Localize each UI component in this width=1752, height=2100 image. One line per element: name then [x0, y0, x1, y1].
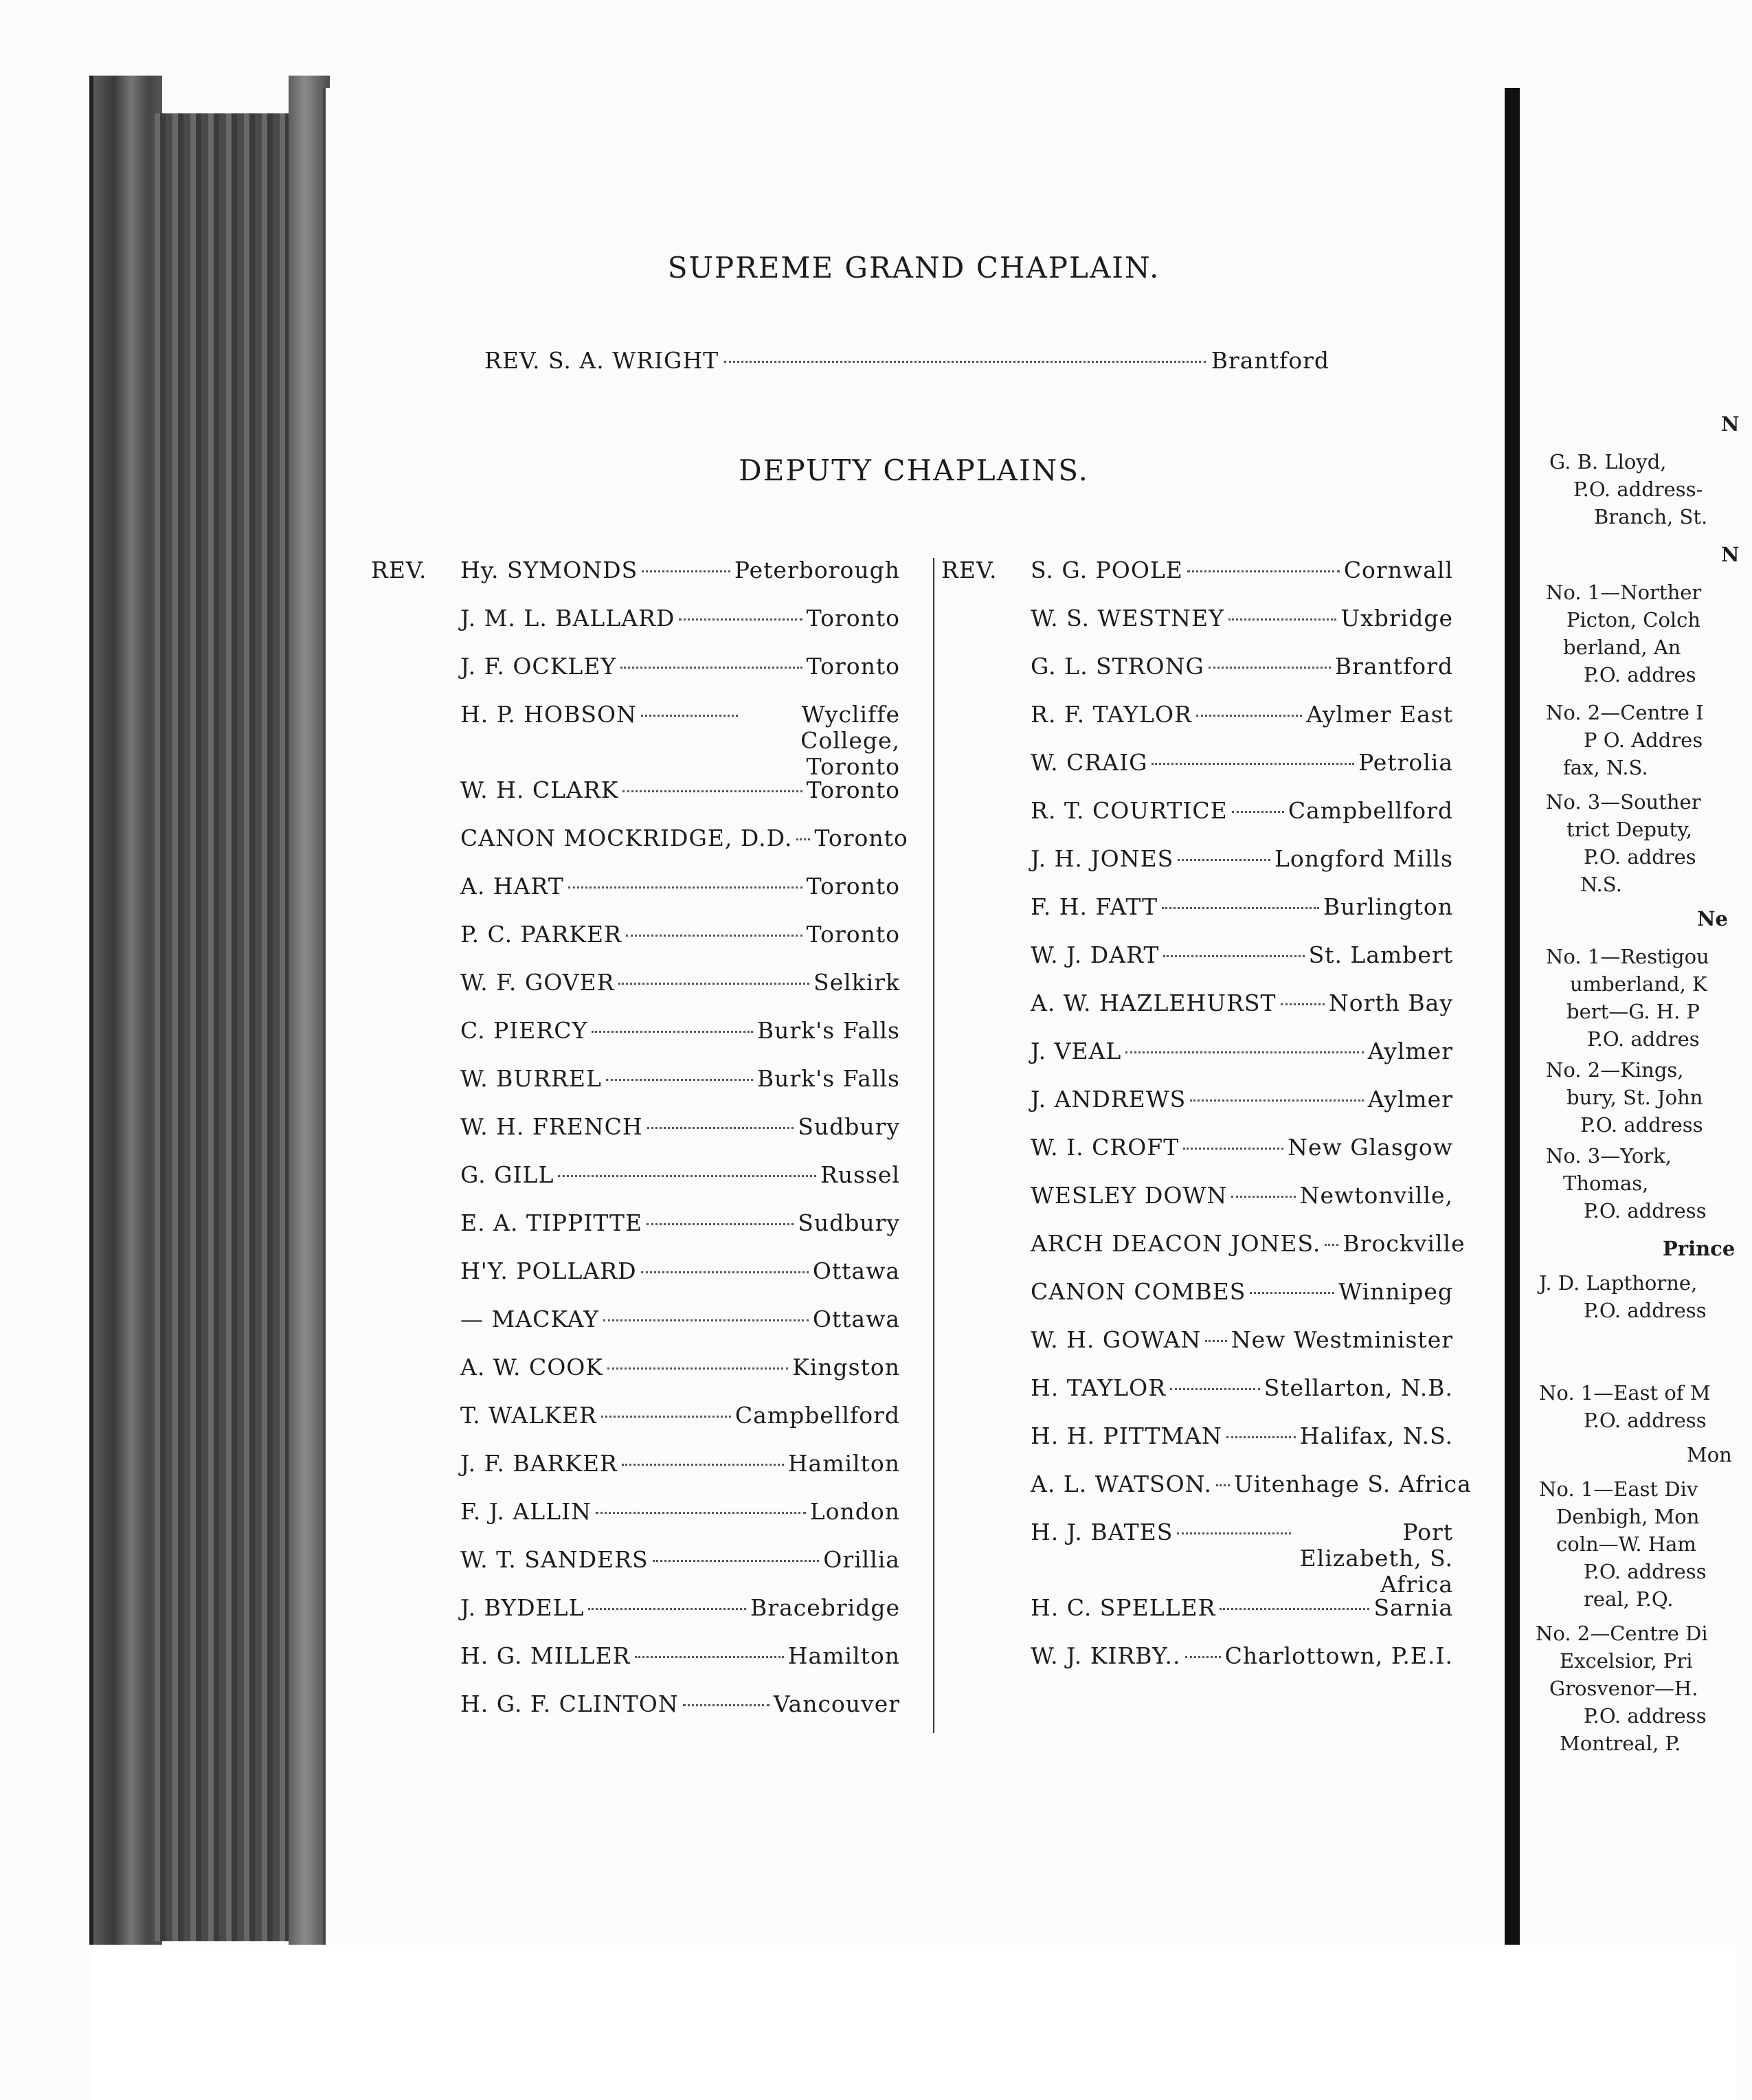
chaplain-entry	[941, 557, 1453, 605]
dot-leader	[606, 1079, 753, 1081]
chaplain-name: ARCH DEACON JONES.	[1031, 1230, 1321, 1257]
dot-leader	[1177, 1532, 1291, 1534]
chaplain-name: S. G. POOLE	[1031, 557, 1183, 583]
chaplain-place: North Bay	[1328, 990, 1453, 1016]
chaplain-place: Campbellford	[1288, 797, 1453, 824]
chaplain-name: CANON COMBES	[1031, 1278, 1246, 1305]
supreme-heading: SUPREME GRAND CHAPLAIN.	[667, 251, 1160, 284]
chaplain-entry	[371, 1402, 900, 1450]
chaplain-name: H. C. SPELLER	[1031, 1594, 1216, 1621]
right-page-line: coln—W. Ham	[1556, 1532, 1696, 1556]
chaplain-place: Ottawa	[812, 1258, 900, 1284]
right-page-line: P.O. address-	[1573, 478, 1703, 501]
right-page-line: N.S.	[1580, 873, 1622, 896]
chaplain-entry	[371, 1113, 900, 1161]
dot-leader	[622, 790, 802, 792]
chaplain-entry	[941, 1594, 1453, 1642]
chaplain-place: Orillia	[823, 1546, 900, 1573]
chaplain-entry	[941, 1471, 1472, 1519]
right-page-line: Mon	[1687, 1443, 1732, 1466]
chaplain-name: G. L. STRONG	[1031, 653, 1204, 680]
entry-prefix: REV.	[371, 557, 427, 583]
chaplain-entry	[941, 1642, 1453, 1690]
chaplain-place: Burlington	[1323, 893, 1453, 920]
right-page-line: real, P.Q.	[1584, 1587, 1674, 1611]
right-page-line: No. 3—Souther	[1546, 790, 1701, 814]
chaplain-entry	[371, 1498, 900, 1546]
chaplain-place: Bracebridge	[750, 1594, 900, 1621]
dot-leader	[1232, 811, 1284, 813]
right-page-line: Grosvenor—H.	[1549, 1677, 1698, 1700]
chaplain-entry	[941, 797, 1453, 845]
chaplain-entry	[941, 1086, 1453, 1134]
chaplain-name: J. M. L. BALLARD	[460, 605, 675, 632]
right-page-line: P.O. address	[1584, 1299, 1707, 1322]
chaplain-name: CANON MOCKRIDGE, D.D.	[460, 825, 793, 851]
chaplain-name: H. G. MILLER	[460, 1642, 631, 1669]
chaplain-name: W. H. FRENCH	[460, 1113, 643, 1140]
dot-leader	[642, 570, 730, 572]
chaplain-place: Burk's Falls	[756, 1065, 900, 1092]
right-page-line: berland, An	[1563, 636, 1681, 659]
right-page-line: Thomas,	[1563, 1172, 1649, 1195]
right-page-line: Denbigh, Mon	[1556, 1505, 1700, 1528]
chaplain-place: Petrolia	[1358, 749, 1453, 776]
chaplain-entry	[371, 557, 900, 605]
deputy-list-left	[371, 557, 908, 1739]
chaplain-entry	[371, 1450, 900, 1498]
right-page-line: P.O. addres	[1584, 845, 1696, 869]
chaplain-place: Charlottown, P.E.I.	[1224, 1642, 1453, 1669]
right-page-line: P O. Addres	[1584, 728, 1703, 752]
dot-leader	[635, 1656, 784, 1658]
chaplain-name: W. CRAIG	[1031, 749, 1148, 776]
right-page-line: Excelsior, Pri	[1560, 1649, 1693, 1673]
right-page-line: J. D. Lapthorne,	[1539, 1271, 1698, 1295]
chaplain-entry	[941, 749, 1453, 797]
right-page-line: bury, St. John	[1566, 1086, 1703, 1109]
chaplain-entry	[371, 701, 900, 780]
dot-leader	[1163, 955, 1304, 957]
chaplain-entry	[941, 605, 1453, 653]
chaplain-name: W. H. CLARK	[460, 777, 619, 803]
dot-leader	[588, 1608, 746, 1610]
chaplain-entry	[941, 893, 1453, 941]
chaplain-name: J. F. BARKER	[460, 1450, 618, 1477]
chaplain-place: Aylmer East	[1306, 701, 1453, 728]
chaplain-place: Russel	[820, 1161, 900, 1188]
chaplain-place: New Westminister	[1231, 1326, 1453, 1353]
dot-leader	[1187, 570, 1340, 572]
chaplain-place: Campbellford	[734, 1402, 900, 1429]
supreme-chaplain-place: Brantford	[1211, 347, 1329, 374]
dot-leader	[1178, 859, 1270, 861]
right-page-line: No. 1—East Div	[1539, 1477, 1698, 1501]
right-page-line: P.O. addres	[1584, 663, 1696, 686]
chaplain-name: G. GILL	[460, 1161, 554, 1188]
chaplain-entry	[941, 1230, 1465, 1278]
right-page-line: G. B. Lloyd,	[1549, 450, 1667, 473]
chaplain-place: Brantford	[1334, 653, 1453, 680]
right-page-line: P.O. address	[1580, 1113, 1703, 1137]
chaplain-place: Peterborough	[734, 557, 900, 583]
chaplain-place: Aylmer	[1367, 1038, 1453, 1064]
dot-leader	[1216, 1484, 1230, 1486]
chaplain-place: Kingston	[792, 1354, 900, 1381]
chaplain-place: Sudbury	[798, 1113, 900, 1140]
right-page-line: Picton, Colch	[1566, 608, 1701, 632]
chaplain-place: Uxbridge	[1340, 605, 1453, 632]
dot-leader	[601, 1416, 731, 1418]
chaplain-place: Sarnia	[1373, 1594, 1453, 1621]
page-margin-bottom	[89, 1945, 1737, 2100]
deputy-heading: DEPUTY CHAPLAINS.	[739, 454, 1089, 487]
chaplain-place: Ottawa	[812, 1306, 900, 1332]
chaplain-name: W. H. GOWAN	[1031, 1326, 1202, 1353]
chaplain-entry	[371, 825, 908, 873]
dot-leader	[1152, 763, 1354, 765]
chaplain-entry	[371, 1354, 900, 1402]
chaplain-name: H. H. PITTMAN	[1031, 1422, 1222, 1449]
chaplain-entry	[371, 1017, 900, 1065]
chaplain-entry	[371, 921, 900, 969]
chaplain-place: Hamilton	[787, 1642, 900, 1669]
chaplain-name: J. H. JONES	[1031, 845, 1174, 872]
dot-leader	[558, 1175, 816, 1177]
dot-leader	[1281, 1003, 1325, 1005]
dot-leader	[1226, 1436, 1296, 1438]
dot-leader	[641, 1271, 809, 1273]
chaplain-name: F. H. FATT	[1031, 893, 1158, 920]
dot-leader	[1190, 1099, 1363, 1102]
chaplain-entry	[371, 1594, 900, 1642]
chaplain-name: W. S. WESTNEY	[1031, 605, 1224, 632]
chaplain-entry	[941, 990, 1453, 1038]
dot-leader	[641, 715, 738, 717]
chaplain-entry	[371, 873, 900, 921]
dot-leader	[1220, 1608, 1369, 1610]
right-page-line: No. 1—East of M	[1539, 1381, 1711, 1405]
chaplain-entry	[371, 1306, 900, 1354]
right-page-line: No. 2—Centre I	[1546, 701, 1704, 724]
dot-leader	[1209, 667, 1331, 669]
right-page-line: Ne	[1697, 907, 1728, 930]
right-page-line: umberland, K	[1570, 972, 1707, 996]
dot-leader	[618, 983, 809, 985]
dot-leader	[1205, 1340, 1226, 1342]
chaplain-entry	[941, 1326, 1453, 1374]
chaplain-name: E. A. TIPPITTE	[460, 1209, 643, 1236]
chaplain-name: T. WALKER	[460, 1402, 597, 1429]
chaplain-place: Longford Mills	[1274, 845, 1453, 872]
chaplain-entry	[371, 1258, 900, 1306]
dot-leader	[647, 1127, 794, 1129]
chaplain-place: Stellarton, N.B.	[1264, 1374, 1453, 1401]
chaplain-name: H. J. BATES	[1031, 1519, 1173, 1545]
dot-leader	[1228, 618, 1336, 621]
right-page-line: fax, N.S.	[1563, 756, 1648, 779]
right-page-line: trict Deputy,	[1566, 818, 1692, 841]
chaplain-name: Hy. SYMONDS	[460, 557, 638, 583]
chaplain-entry	[371, 1546, 900, 1594]
chaplain-place: Toronto	[814, 825, 908, 851]
chaplain-name: J. VEAL	[1031, 1038, 1122, 1064]
right-page-line: No. 2—Centre Di	[1536, 1622, 1708, 1645]
chaplain-name: W. F. GOVER	[460, 969, 615, 996]
chaplain-place: Toronto	[806, 921, 900, 948]
dot-leader	[622, 1464, 784, 1466]
right-page-line: P.O. addres	[1587, 1027, 1700, 1051]
chaplain-entry	[371, 605, 900, 653]
dot-leader	[683, 1704, 770, 1706]
chaplain-entry	[941, 1422, 1453, 1471]
right-page-line: P.O. address	[1584, 1199, 1707, 1222]
right-page-line: N	[1721, 412, 1740, 436]
dot-leader	[1162, 907, 1319, 909]
right-page-line: bert—G. H. P	[1566, 1000, 1700, 1023]
chaplain-entry	[371, 1690, 900, 1739]
dot-leader	[1170, 1388, 1260, 1390]
chaplain-name: W. T. SANDERS	[460, 1546, 649, 1573]
chaplain-name: WESLEY DOWN	[1031, 1182, 1228, 1209]
right-page-line: No. 1—Norther	[1546, 581, 1702, 604]
right-page-line: No. 2—Kings,	[1546, 1058, 1684, 1082]
dot-leader	[1196, 715, 1302, 717]
dot-leader	[796, 838, 810, 840]
chaplain-entry	[941, 1134, 1453, 1182]
chaplain-entry	[371, 1209, 900, 1258]
dot-leader	[679, 618, 802, 621]
chaplain-entry	[941, 1278, 1453, 1326]
chaplain-place: Port Elizabeth, S. Africa	[1299, 1519, 1453, 1598]
chaplain-name: R. F. TAYLOR	[1031, 701, 1192, 728]
supreme-chaplain-name: REV. S. A. WRIGHT	[484, 347, 719, 374]
chaplain-entry	[371, 1161, 900, 1209]
right-page-line: N	[1721, 543, 1740, 566]
chaplain-place: London	[809, 1498, 900, 1525]
chaplain-place: Toronto	[806, 777, 900, 803]
dot-leader	[653, 1560, 820, 1562]
chaplain-place: Wycliffe College, Toronto	[800, 701, 900, 780]
right-page-line: Branch, St.	[1594, 505, 1708, 528]
right-page-line: P.O. address	[1584, 1704, 1707, 1728]
dot-leader	[1183, 1148, 1283, 1150]
chaplain-place: New Glasgow	[1288, 1134, 1453, 1161]
right-page-line: No. 1—Restigou	[1546, 945, 1709, 968]
dot-leader	[626, 935, 802, 937]
chaplain-name: H. G. F. CLINTON	[460, 1690, 679, 1717]
chaplain-place: Aylmer	[1367, 1086, 1453, 1113]
chaplain-name: R. T. COURTICE	[1031, 797, 1228, 824]
chaplain-entry	[371, 653, 900, 701]
dot-leader	[1325, 1244, 1338, 1246]
dot-leader	[568, 886, 802, 889]
chaplain-entry	[371, 777, 900, 825]
column-divider	[933, 558, 934, 1733]
dot-leader	[724, 361, 1206, 363]
chaplain-place: Selkirk	[813, 969, 900, 996]
chaplain-name: J. BYDELL	[460, 1594, 585, 1621]
chaplain-place: Brockville	[1343, 1230, 1465, 1257]
chaplain-entry	[941, 845, 1453, 893]
chaplain-entry	[371, 1642, 900, 1690]
chaplain-name: W. J. KIRBY..	[1031, 1642, 1181, 1669]
chaplain-place: Vancouver	[773, 1690, 900, 1717]
chaplain-name: J. F. OCKLEY	[460, 653, 617, 680]
chaplain-name: A. W. COOK	[460, 1354, 603, 1381]
chaplain-entry	[941, 941, 1453, 990]
chaplain-entry	[941, 1038, 1453, 1086]
chaplain-place: Newtonville,	[1299, 1182, 1453, 1209]
chaplain-name: P. C. PARKER	[460, 921, 622, 948]
chaplain-place: Toronto	[806, 873, 900, 900]
chaplain-place: Winnipeg	[1338, 1278, 1453, 1305]
chaplain-name: C. PIERCY	[460, 1017, 588, 1044]
dot-leader	[603, 1319, 809, 1321]
chaplain-name: H. TAYLOR	[1031, 1374, 1167, 1401]
chaplain-entry	[941, 1374, 1453, 1422]
chaplain-name: A. L. WATSON.	[1031, 1471, 1212, 1497]
chaplain-entry	[371, 969, 900, 1017]
chaplain-entry	[941, 1519, 1453, 1598]
chaplain-place: Burk's Falls	[756, 1017, 900, 1044]
dot-leader	[607, 1367, 788, 1370]
right-page-line: No. 3—York,	[1546, 1144, 1672, 1168]
deputy-list-right	[941, 557, 1472, 1690]
dot-leader	[1231, 1196, 1295, 1198]
chaplain-name: F. J. ALLIN	[460, 1498, 592, 1525]
chaplain-place: Toronto	[806, 653, 900, 680]
dot-leader	[596, 1512, 806, 1514]
chaplain-name: H'Y. POLLARD	[460, 1258, 637, 1284]
dot-leader	[592, 1031, 753, 1033]
chaplain-name: A. HART	[460, 873, 564, 900]
chaplain-place: Uitenhage S. Africa	[1233, 1471, 1472, 1497]
dot-leader	[647, 1223, 794, 1225]
chaplain-place: Halifax, N.S.	[1299, 1422, 1453, 1449]
supreme-chaplain-entry	[484, 347, 1329, 374]
chaplain-name: W. I. CROFT	[1031, 1134, 1180, 1161]
chaplain-entry	[371, 1065, 900, 1113]
chaplain-entry	[941, 701, 1453, 749]
dot-leader	[620, 667, 802, 669]
chaplain-place: Hamilton	[787, 1450, 900, 1477]
chaplain-name: W. BURREL	[460, 1065, 602, 1092]
chaplain-name: A. W. HAZLEHURST	[1031, 990, 1277, 1016]
right-page-line: Prince	[1663, 1237, 1736, 1260]
chaplain-place: St. Lambert	[1308, 941, 1453, 968]
entry-prefix: REV.	[941, 557, 998, 583]
chaplain-entry	[941, 1182, 1453, 1230]
right-page-line: Montreal, P.	[1560, 1732, 1681, 1755]
chaplain-place: Cornwall	[1343, 557, 1453, 583]
chaplain-name: H. P. HOBSON	[460, 701, 637, 728]
chaplain-entry	[941, 653, 1453, 701]
chaplain-place: Toronto	[806, 605, 900, 632]
chaplain-name: — MACKAY	[460, 1306, 599, 1332]
chaplain-name: W. J. DART	[1031, 941, 1160, 968]
dot-leader	[1250, 1292, 1334, 1294]
right-page-line: P.O. address	[1584, 1560, 1707, 1583]
dot-leader	[1185, 1656, 1221, 1658]
dot-leader	[1125, 1051, 1363, 1053]
chaplain-place: Sudbury	[798, 1209, 900, 1236]
right-page-line: P.O. address	[1584, 1409, 1707, 1432]
chaplain-name: J. ANDREWS	[1031, 1086, 1187, 1113]
